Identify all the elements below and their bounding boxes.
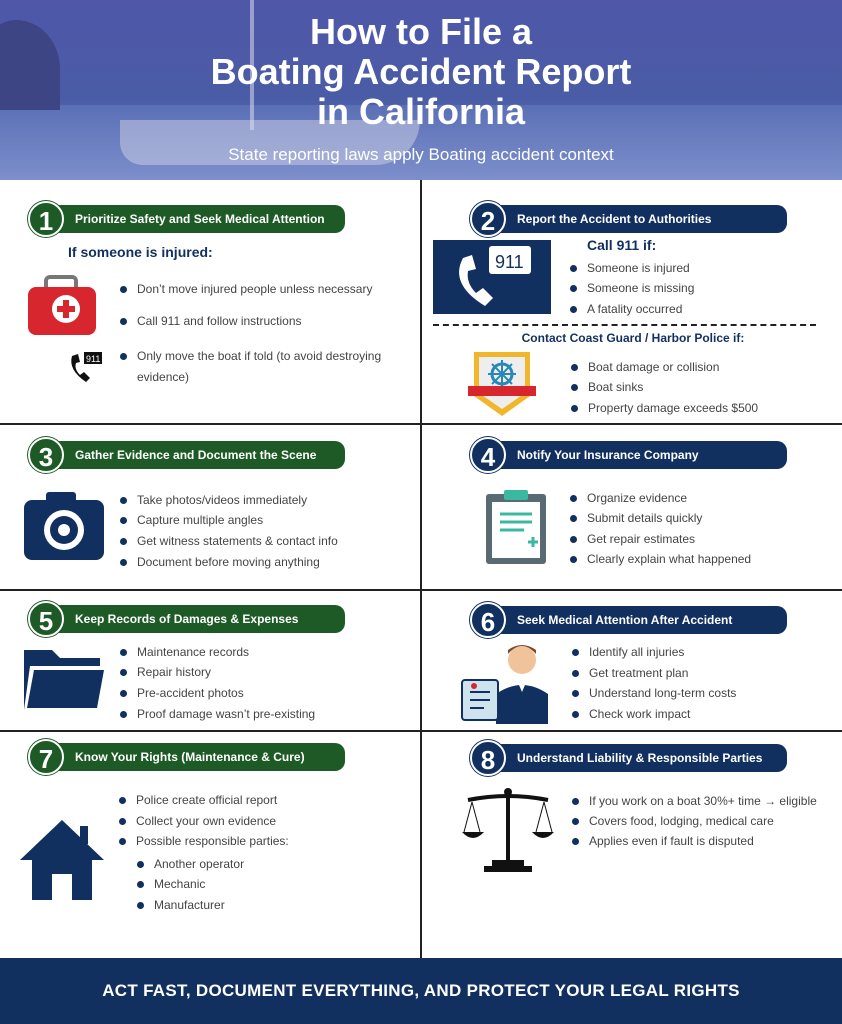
section-1-subheading: If someone is injured: [68, 244, 213, 260]
list-item: Pre-accident photos [137, 686, 244, 700]
section-4-number: 4 [470, 437, 506, 473]
list-item: Repair history [137, 665, 212, 679]
section-5-title: Keep Records of Damages & Expenses [45, 605, 345, 633]
list-item: Call 911 and follow instructions [137, 314, 302, 328]
section-6-number: 6 [470, 602, 506, 638]
section-3-number: 3 [28, 437, 64, 473]
list-item: Possible responsible parties: [136, 834, 289, 848]
scales-of-justice-icon [462, 788, 554, 872]
camera-icon [24, 492, 104, 560]
phone-911-icon [68, 350, 104, 384]
list-item: Someone is missing [587, 281, 695, 295]
list-item: Don’t move injured people unless necessary [137, 282, 373, 296]
title-line-1: How to File a [309, 11, 532, 52]
list-item: Document before moving anything [137, 555, 320, 569]
list-item: If you work on a boat 30%+ time → eligible [589, 794, 817, 808]
first-aid-kit-icon [26, 275, 98, 337]
section-1-number: 1 [28, 201, 64, 237]
phone-911-icon [433, 240, 551, 314]
list-item: Covers food, lodging, medical care [589, 814, 774, 828]
list-item: Check work impact [589, 707, 691, 721]
list-item: Maintenance records [137, 645, 250, 659]
list-item: Property damage exceeds $500 [588, 401, 759, 415]
list-item: Organize evidence [587, 491, 688, 505]
svg-text:911: 911 [495, 252, 524, 272]
list-item: Identify all injuries [589, 645, 685, 659]
section-2-title: Report the Accident to Authorities [487, 205, 787, 233]
list-item: Proof damage wasn’t pre-existing [137, 707, 316, 721]
house-icon [20, 820, 104, 900]
list-item: Get treatment plan [589, 666, 689, 680]
sub-list-item: Another operator [154, 857, 245, 871]
dashed-divider [433, 324, 816, 326]
section-8-title: Understand Liability & Responsible Parties [487, 744, 787, 772]
list-item: Someone is injured [587, 261, 690, 275]
list-item: A fatality occurred [587, 302, 683, 316]
column-divider [420, 180, 422, 958]
title-line-2: Boating Accident Report [210, 51, 632, 92]
title-line-3: in California [316, 91, 526, 132]
svg-text:911: 911 [86, 354, 101, 364]
list-item: Get witness statements & contact info [137, 534, 338, 548]
subtitle: State reporting laws apply Boating accident context [228, 145, 614, 164]
list-item: Clearly explain what happened [587, 552, 752, 566]
list-item: Boat damage or collision [588, 360, 720, 374]
section-5-number: 5 [28, 601, 64, 637]
list-item: Only move the boat if told (to avoid destroying [137, 349, 382, 363]
list-item: Police create official report [136, 793, 278, 807]
section-7-number: 7 [28, 739, 64, 775]
list-item: Submit details quickly [587, 511, 703, 525]
section-2-subheading: Call 911 if: [587, 237, 657, 253]
section-2-subheading-2: Contact Coast Guard / Harbor Police if: [521, 331, 745, 345]
list-item: Capture multiple angles [137, 513, 264, 527]
doctor-icon [460, 642, 554, 724]
section-8-number: 8 [470, 740, 506, 776]
list-item: Understand long-term costs [589, 686, 737, 700]
section-3-title: Gather Evidence and Document the Scene [45, 441, 345, 469]
row-divider [0, 730, 842, 732]
section-2-number: 2 [470, 201, 506, 237]
section-6-title: Seek Medical Attention After Accident [487, 606, 787, 634]
row-divider [0, 423, 842, 425]
list-item: Take photos/videos immediately [137, 493, 308, 507]
clipboard-icon [486, 490, 546, 564]
coast-guard-badge-icon [466, 350, 538, 418]
footer-banner: ACT FAST, DOCUMENT EVERYTHING, AND PROTECT YOUR LEGAL RIGHTS [0, 958, 842, 1024]
row-divider [0, 589, 842, 591]
sub-list-item: Mechanic [154, 877, 206, 891]
list-item: Collect your own evidence [136, 814, 277, 828]
list-item-continuation: evidence) [137, 370, 190, 384]
list-item: Boat sinks [588, 380, 644, 394]
section-7-title: Know Your Rights (Maintenance & Cure) [45, 743, 345, 771]
hero-banner [0, 0, 842, 180]
section-4-title: Notify Your Insurance Company [487, 441, 787, 469]
list-item: Applies even if fault is disputed [589, 834, 754, 848]
list-item: Get repair estimates [587, 532, 696, 546]
folder-icon [24, 646, 108, 710]
section-1-title: Prioritize Safety and Seek Medical Attention [45, 205, 345, 233]
sub-list-item: Manufacturer [154, 898, 225, 912]
